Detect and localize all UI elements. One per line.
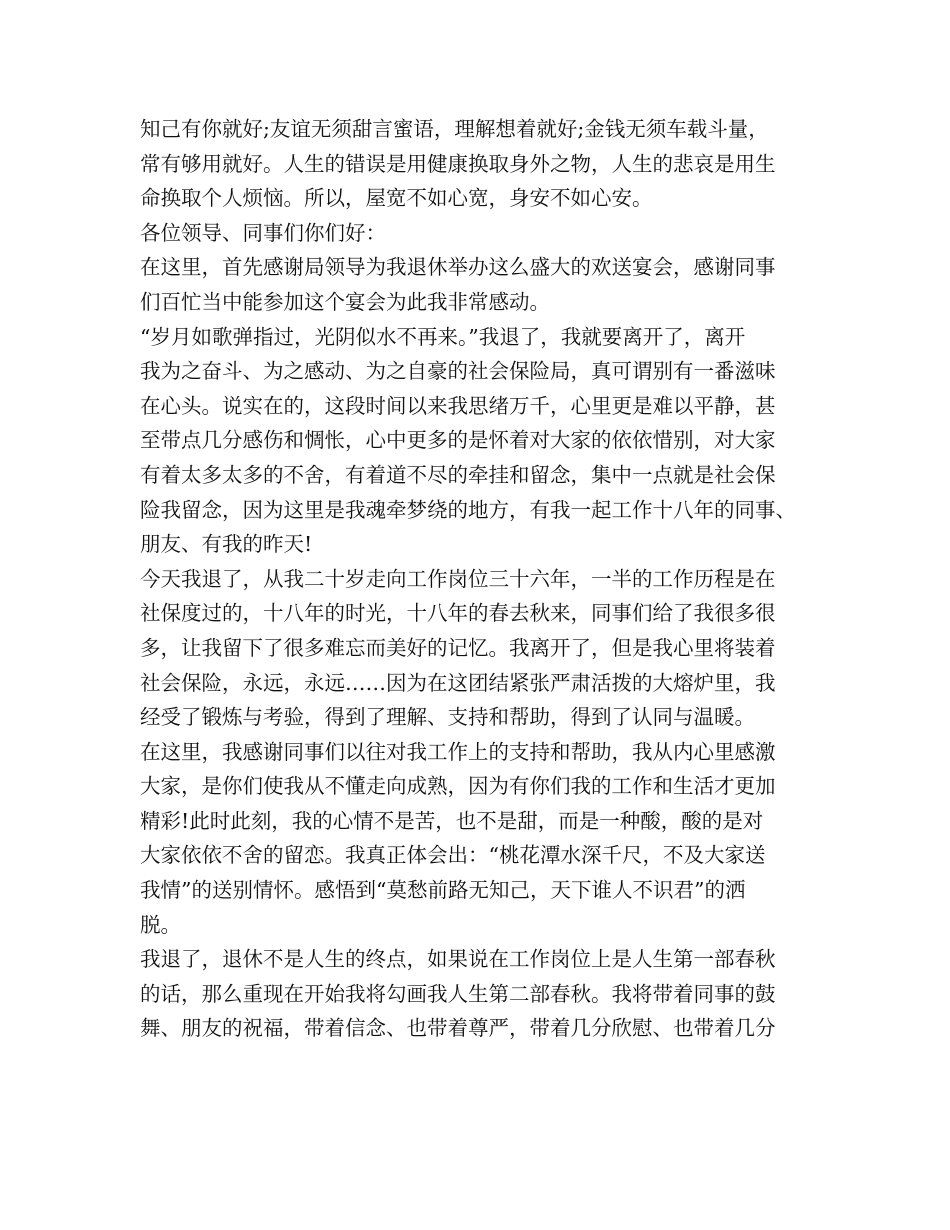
text-line: 们百忙当中能参加这个宴会为此我非常感动。 bbox=[140, 289, 550, 314]
text-line: 今天我退了，从我二十岁走向工作岗位三十六年，一半的工作历程是在 bbox=[140, 566, 776, 591]
text-line: 多，让我留下了很多难忘而美好的记忆。我离开了，但是我心里将装着 bbox=[140, 635, 776, 660]
text-line: 常有够用就好。人生的错误是用健康换取身外之物，人生的悲哀是用生 bbox=[140, 151, 776, 176]
text-line: 我为之奋斗、为之感动、为之自豪的社会保险局，真可谓别有一番滋味 bbox=[140, 359, 776, 384]
text-line: 大家，是你们使我从不懂走向成熟，因为有你们我的工作和生活才更加 bbox=[140, 774, 776, 799]
text-line: 经受了锻炼与考验，得到了理解、支持和帮助，得到了认同与温暖。 bbox=[140, 705, 755, 730]
text-line: 在心头。说实在的，这段时间以来我思绪万千，心里更是难以平静，甚 bbox=[140, 393, 776, 418]
text-line: 大家依依不舍的留恋。我真正体会出：“桃花潭水深千尺，不及大家送 bbox=[140, 843, 766, 868]
text-line: 社会保险，永远，永远……因为在这团结紧张严肃活拨的大熔炉里，我 bbox=[140, 670, 776, 695]
text-line: 各位领导、同事们你们好： bbox=[140, 220, 386, 245]
text-line: 我情”的送别情怀。感悟到“莫愁前路无知己，天下谁人不识君”的洒 bbox=[140, 878, 746, 903]
text-line: 在这里，首先感谢局领导为我退休举办这么盛大的欢送宴会，感谢同事 bbox=[140, 255, 776, 280]
text-line: 社保度过的，十八年的时光，十八年的春去秋来，同事们给了我很多很 bbox=[140, 601, 776, 626]
text-line: 险我留念，因为这里是我魂牵梦绕的地方，有我一起工作十八年的同事、 bbox=[140, 497, 796, 522]
text-line: 我退了，退休不是人生的终点，如果说在工作岗位上是人生第一部春秋 bbox=[140, 947, 776, 972]
text-line: 知己有你就好;友谊无须甜言蜜语，理解想着就好;金钱无须车载斗量， bbox=[140, 117, 769, 141]
text-line: 在这里，我感谢同事们以往对我工作上的支持和帮助，我从内心里感激 bbox=[140, 739, 776, 764]
text-line: 精彩!此时此刻，我的心情不是苦，也不是甜，而是一种酸，酸的是对 bbox=[140, 808, 764, 833]
document-body bbox=[140, 112, 830, 1046]
text-line: 的话，那么重现在开始我将勾画我人生第二部春秋。我将带着同事的鼓 bbox=[140, 981, 776, 1006]
text-line: “岁月如歌弹指过，光阴似水不再来。”我退了，我就要离开了，离开 bbox=[140, 324, 746, 349]
text-line: 命换取个人烦恼。所以，屋宽不如心宽，身安不如心安。 bbox=[140, 186, 653, 211]
text-line: 脱。 bbox=[140, 912, 181, 937]
text-line: 朋友、有我的昨天! bbox=[140, 532, 313, 557]
text-line: 舞、朋友的祝福，带着信念、也带着尊严，带着几分欣慰、也带着几分 bbox=[140, 1016, 776, 1041]
text-line: 有着太多太多的不舍，有着道不尽的牵挂和留念，集中一点就是社会保 bbox=[140, 462, 776, 487]
text-line: 至带点几分感伤和惆怅，心中更多的是怀着对大家的依依惜别，对大家 bbox=[140, 428, 776, 453]
